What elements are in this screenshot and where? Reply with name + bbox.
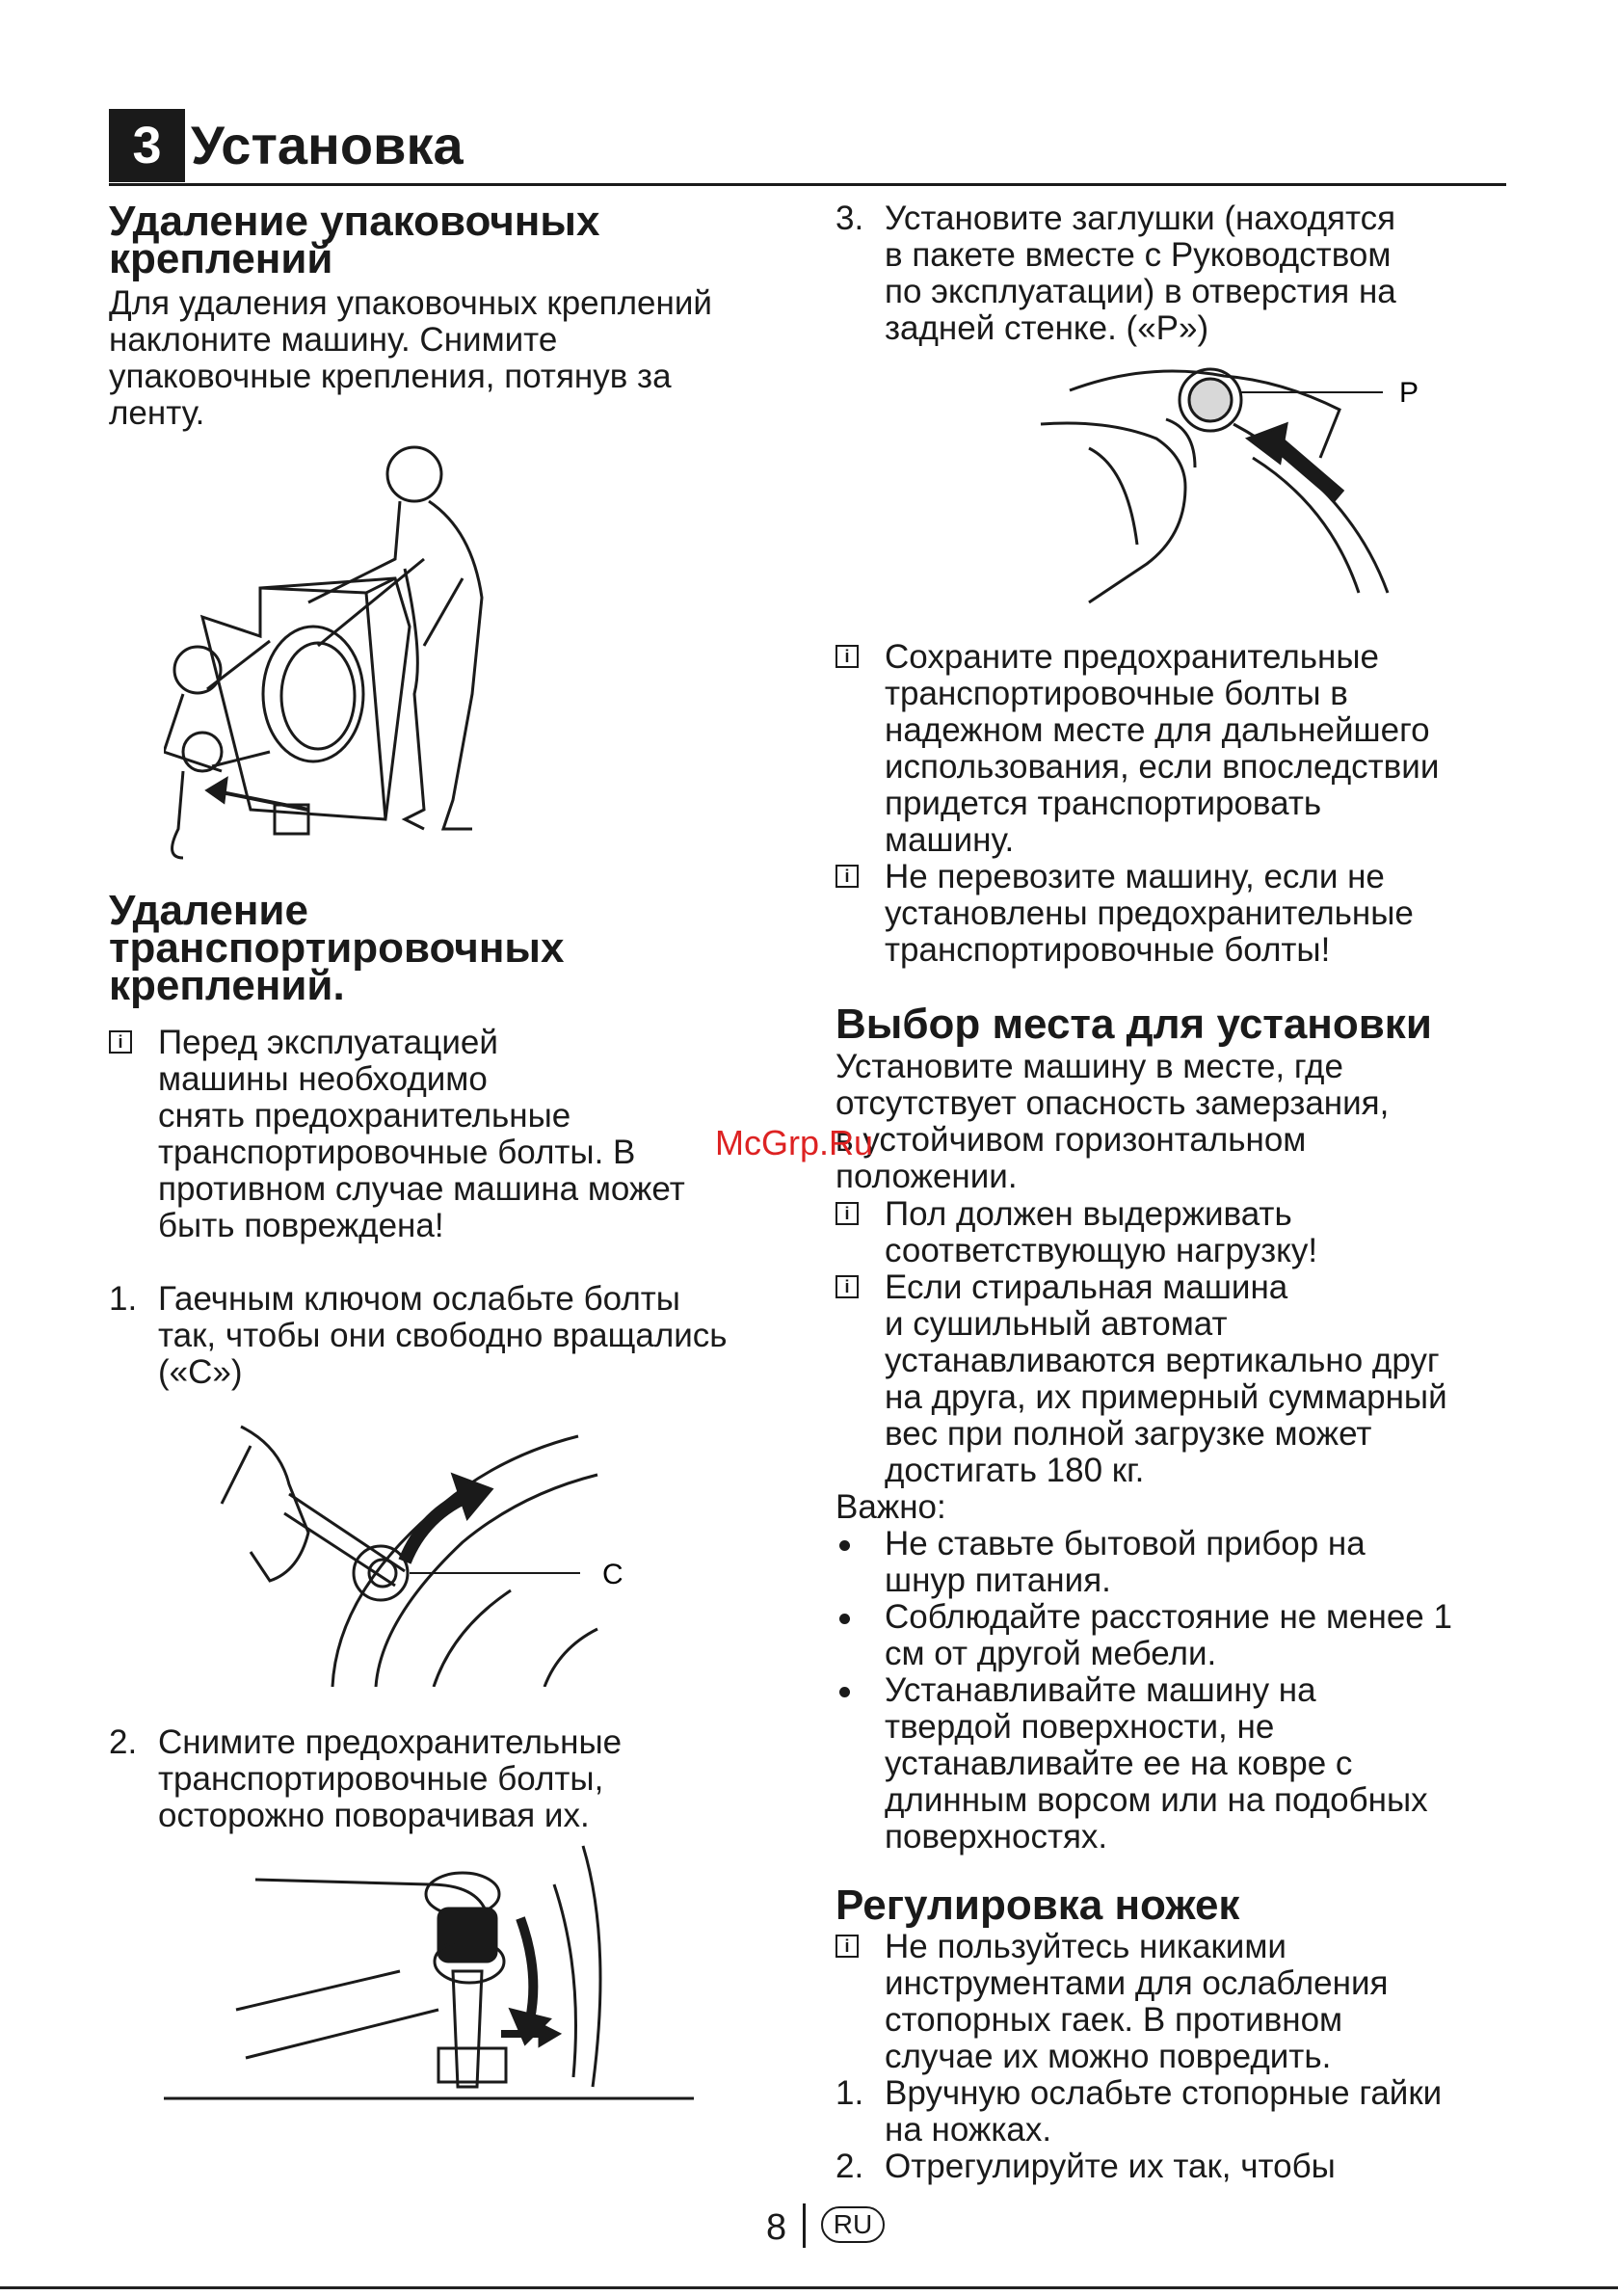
footer-divider <box>803 2203 806 2248</box>
packaging-body: Для удаления упаковочных креплений наклоните машину. Снимите упаковочные крепления, потянув за ленту. <box>109 284 712 432</box>
step-2-remove-bolts: 2. Снимите предохранительные транспортировочные болты, осторожно поворачивая их. <box>109 1723 623 1834</box>
label-c: C <box>602 1559 623 1590</box>
info-icon: i <box>836 1935 859 1958</box>
chapter-number-box: 3 <box>109 109 185 182</box>
watermark: McGrp.Ru <box>715 1123 874 1162</box>
step-1-loosen-bolts: 1. Гаечным ключом ослабьте болты так, чтобы они свободно вращались («C») <box>109 1280 728 1391</box>
note-no-transport: i Не перевозите машину, если не установлены предохранительные транспортировочные болты! <box>836 859 1529 970</box>
feet-step-1: 1. Вручную ослабьте стопорные гайки на ножках. <box>836 2074 1443 2149</box>
note-remove-bolts: i Перед эксплуатацией машины необходимо снять предохранительные транспортировочные болты. В противном случае машина может быть повреждена! <box>109 1025 783 1256</box>
section-title-feet: Регулировка ножек <box>836 1882 1240 1929</box>
language-badge: RU <box>821 2206 885 2243</box>
bullet-power-cord: Не ставьте бытовой прибор на шнур питания. <box>836 1526 1529 1603</box>
header-divider <box>109 183 1506 186</box>
figure-wrench-c <box>193 1417 646 1687</box>
section-title-location: Выбор места для установки <box>836 1001 1432 1048</box>
step-3-install-plugs: 3. Установите заглушки (находятся в пакете вместе с Руководством по эксплуатации) в отверстия на задней стенке. («P») <box>836 200 1396 347</box>
info-icon: i <box>836 1202 859 1225</box>
section-title-packaging: Удаление упаковочных креплений <box>109 198 600 282</box>
figure-plug-p <box>1031 352 1455 612</box>
page-number: 8 <box>766 2207 787 2248</box>
info-icon: i <box>109 1030 132 1054</box>
note-keep-bolts: i Сохраните предохранительные транспортировочные болты в надежном месте для дальнейшего использования, если впоследствии придется транспортировать машину. <box>836 639 1529 861</box>
bottom-edge-line <box>0 2286 1618 2289</box>
figure-remove-bolts <box>159 1827 699 2116</box>
note-no-tools: i Не пользуйтесь никакими инструментами для ослабления стопорных гаек. В противном случае их можно повредить. <box>836 1929 1529 2078</box>
important-label: Важно: <box>836 1488 946 1526</box>
feet-step-2: 2. Отрегулируйте их так, чтобы <box>836 2148 1336 2185</box>
page-title: Установка <box>191 115 464 175</box>
info-icon: i <box>836 865 859 888</box>
note-floor-load: i Пол должен выдерживать соответствующую нагрузку! <box>836 1196 1529 1273</box>
figure-tilting-machine <box>164 434 540 868</box>
label-p: P <box>1399 377 1419 409</box>
section-title-transport: Удаление транспортировочных креплений. <box>109 887 565 1009</box>
bullet-distance: Соблюдайте расстояние не менее 1 см от другой мебели. <box>836 1599 1529 1676</box>
location-body: Установите машину в месте, где отсутствует опасность замерзания, в устойчивом горизонтальном положении. <box>836 1048 1390 1195</box>
info-icon: i <box>836 1275 859 1298</box>
bullet-hard-surface: Устанавливайте машину на твердой поверхности, не устанавливайте ее на ковре с длинным ворсом или на подобных поверхностях. <box>836 1672 1529 1860</box>
note-stacked-dryer: i Если стиральная машина и сушильный автомат устанавливаются вертикально друг на друга, их примерный суммарный вес при полной загрузке может достигать 180 кг. <box>836 1269 1529 1491</box>
info-icon: i <box>836 645 859 668</box>
